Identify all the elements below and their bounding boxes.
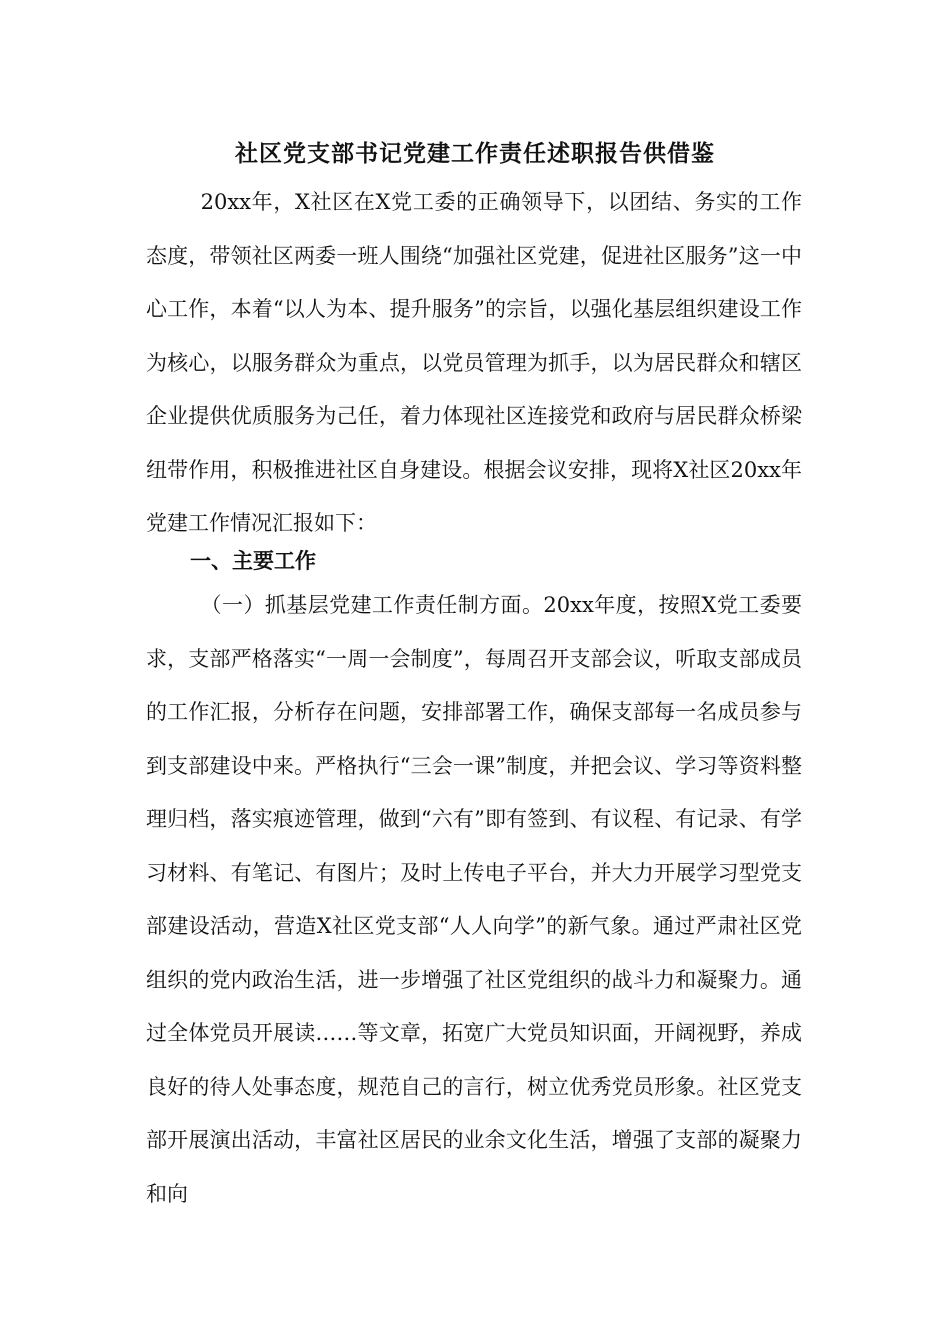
document-title: 社区党支部书记党建工作责任述职报告供借鉴 (235, 140, 715, 167)
intro-paragraph: 20xx年，X社区在X党工委的正确领导下，以团结、务实的工作态度，带领社区两委一班人围绕“加强社区党建，促进社区服务”这一中心工作，本着“以人为本、提升服务”的宗旨，以强化基层组织建设工作为核心，以服务群众为重点，以党员管理为抓手，以为居民群众和辖区企业提供优质服务为己任，着力体现社区连接党和政府与居民群众桥梁纽带作用，积极推进社区自身建设。根据会议安排，现将X社区20xx年党建工作情况汇报如下： (146, 190, 802, 535)
section-paragraph: （一）抓基层党建工作责任制方面。20xx年度，按照X党工委要求，支部严格落实“一周一会制度”，每周召开支部会议，听取支部成员的工作汇报，分析存在问题，安排部署工作，确保支部每一名成员参与到支部建设中来。严格执行“三会一课”制度，并把会议、学习等资料整理归档，落实痕迹管理，做到“六有”即有签到、有议程、有记录、有学习材料、有笔记、有图片；及时上传电子平台，并大力开展学习型党支部建设活动，营造X社区党支部“人人向学”的新气象。通过严肃社区党组织的党内政治生活，进一步增强了社区党组织的战斗力和凝聚力。通过全体党员开展读……等文章，拓宽广大党员知识面，开阔视野，养成良好的待人处事态度，规范自己的言行，树立优秀党员形象。社区党支部开展演出活动，丰富社区居民的业余文化生活，增强了支部的凝聚力和向 (146, 593, 802, 1206)
section-heading: 一、主要工作 (190, 548, 316, 573)
